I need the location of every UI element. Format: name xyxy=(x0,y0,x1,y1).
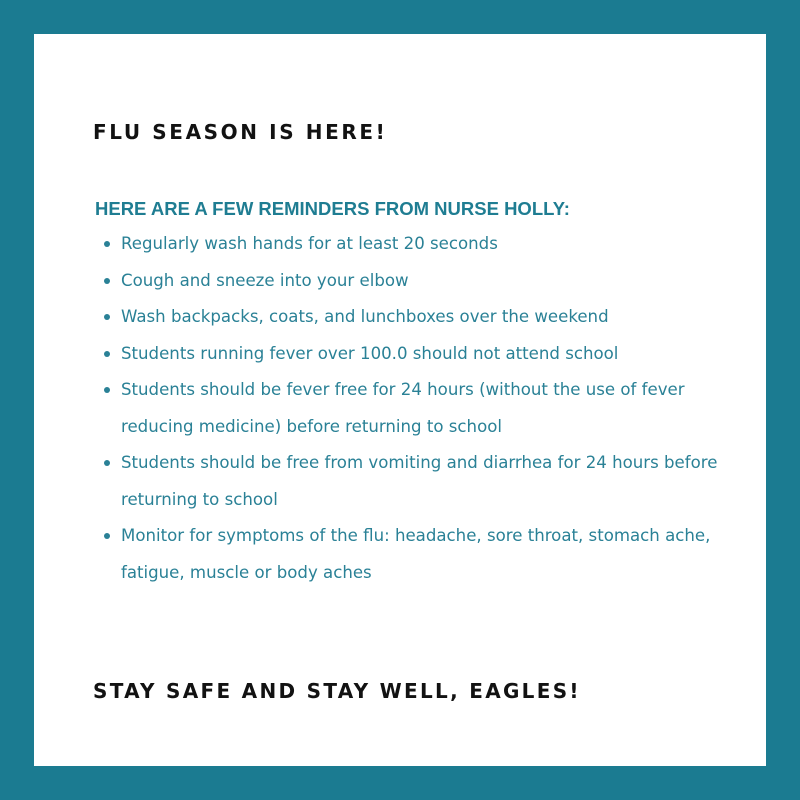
bullet-icon xyxy=(104,533,110,539)
list-item xyxy=(95,226,735,263)
bullet-icon xyxy=(104,351,110,357)
bullet-icon xyxy=(104,278,110,284)
bullet-icon xyxy=(104,314,110,320)
bullet-icon xyxy=(104,460,110,466)
list-item xyxy=(95,336,735,373)
reminder-text: Students should be free from vomiting and diarrhea for 24 hours before returning to school xyxy=(121,453,718,509)
list-item xyxy=(95,372,735,445)
signoff: STAY SAFE AND STAY WELL, EAGLES! xyxy=(93,679,581,703)
list-item xyxy=(95,518,735,591)
reminders-heading: HERE ARE A FEW REMINDERS FROM NURSE HOLLY: xyxy=(95,198,570,219)
list-item xyxy=(95,299,735,336)
headline: FLU SEASON IS HERE! xyxy=(93,120,388,144)
reminder-text: Students running fever over 100.0 should not attend school xyxy=(121,343,619,363)
reminder-text: Cough and sneeze into your elbow xyxy=(121,270,409,290)
bullet-icon xyxy=(104,241,110,247)
reminder-text: Students should be fever free for 24 hours (without the use of fever reducing medicine) before returning to school xyxy=(121,380,685,436)
list-item xyxy=(95,263,735,300)
list-item xyxy=(95,445,735,518)
reminder-list xyxy=(95,226,735,591)
reminder-text: Wash backpacks, coats, and lunchboxes over the weekend xyxy=(121,307,609,326)
reminder-text: Monitor for symptoms of the flu: headache, sore throat, stomach ache, fatigue, muscle or body aches xyxy=(121,526,711,582)
flyer-card xyxy=(34,34,766,766)
bullet-icon xyxy=(104,387,110,393)
reminders-section xyxy=(95,198,735,591)
reminder-text: Regularly wash hands for at least 20 seconds xyxy=(121,234,498,253)
